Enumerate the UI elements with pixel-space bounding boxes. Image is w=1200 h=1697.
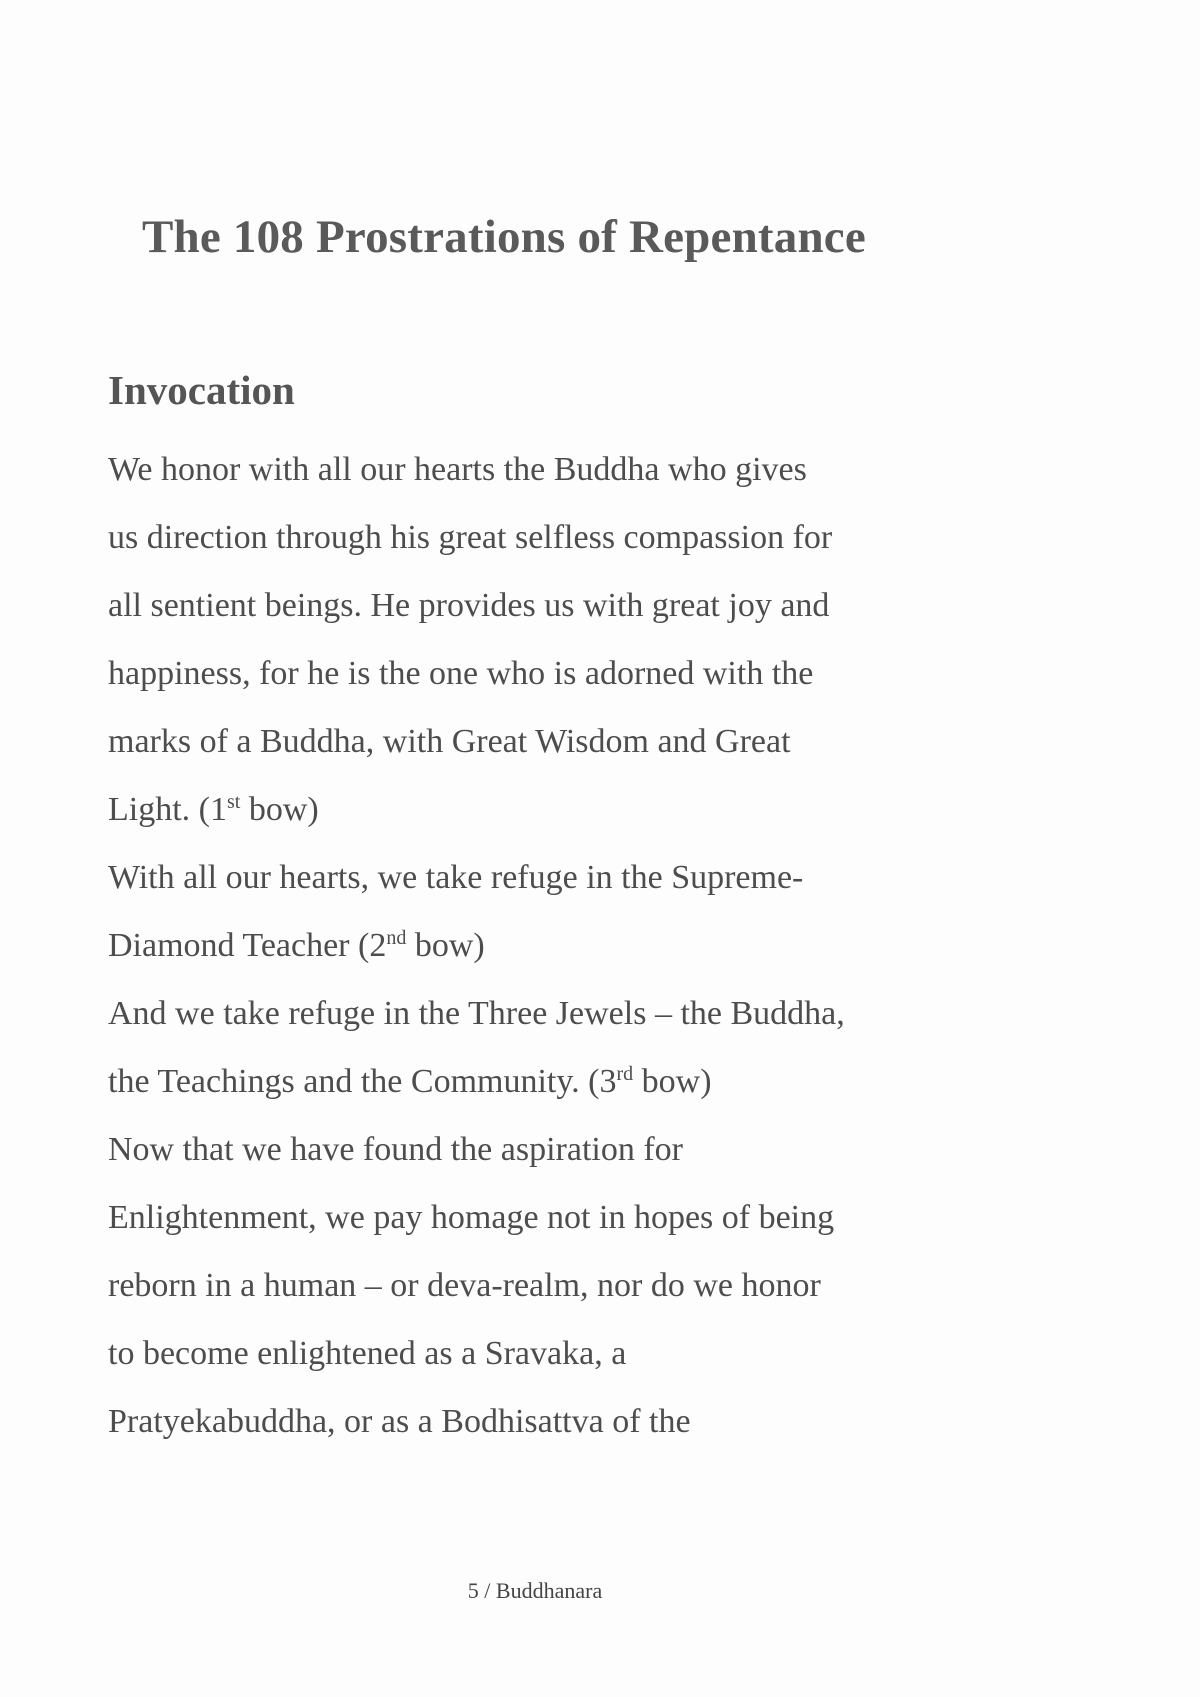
invocation-body-text [108, 436, 988, 1456]
page-footer: 5 / Buddhanara [467, 1578, 603, 1603]
text-line-content: Now that we have found the aspiration for [108, 1131, 683, 1168]
ordinal-superscript: st [226, 791, 241, 813]
text-line-content: to become enlightened as a Sravaka, a [108, 1335, 627, 1372]
text-line-content: reborn in a human – or deva-realm, nor do we honor [108, 1267, 821, 1304]
text-line [108, 436, 988, 504]
text-line-suffix: bow) [240, 791, 319, 828]
text-line-content: happiness, for he is the one who is adorned with the [108, 655, 814, 692]
text-line-content: We honor with all our hearts the Buddha who gives [108, 451, 807, 488]
page-title: The 108 Prostrations of Repentance [142, 211, 866, 263]
text-line-suffix: bow) [633, 1063, 712, 1100]
text-line-content: Enlightenment, we pay homage not in hopes of being [108, 1199, 835, 1236]
text-line [108, 980, 988, 1048]
section-heading-invocation: Invocation [108, 367, 295, 413]
text-line [108, 1116, 988, 1184]
text-line-content: Light. (1 [108, 791, 227, 828]
text-line-content: us direction through his great selfless compassion for [108, 519, 833, 556]
text-line [108, 912, 988, 980]
ordinal-superscript: nd [386, 927, 407, 949]
text-line-content: Diamond Teacher (2 [108, 927, 387, 964]
text-line-content: the Teachings and the Community. (3 [108, 1063, 617, 1100]
text-line [108, 1184, 988, 1252]
ordinal-superscript: rd [616, 1063, 634, 1085]
text-line [108, 504, 988, 572]
text-line-suffix: bow) [406, 927, 485, 964]
text-line [108, 1320, 988, 1388]
text-line-content: Pratyekabuddha, or as a Bodhisattva of the [108, 1403, 691, 1440]
text-line [108, 640, 988, 708]
text-line [108, 572, 988, 640]
text-line [108, 1048, 988, 1116]
text-line-content: And we take refuge in the Three Jewels – the Buddha, [108, 995, 845, 1032]
text-line-content: marks of a Buddha, with Great Wisdom and Great [108, 723, 791, 760]
text-line [108, 776, 988, 844]
text-line [108, 1388, 988, 1456]
text-line [108, 1252, 988, 1320]
text-line [108, 844, 988, 912]
text-line-content: With all our hearts, we take refuge in the Supreme- [108, 859, 804, 896]
text-line [108, 708, 988, 776]
text-line-content: all sentient beings. He provides us with great joy and [108, 587, 830, 624]
